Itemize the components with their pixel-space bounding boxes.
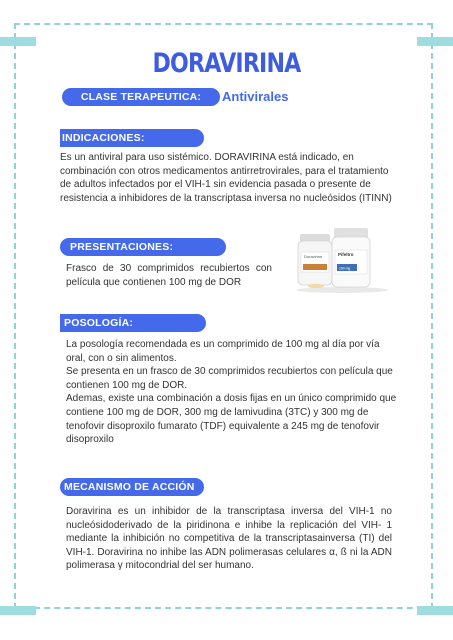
page-title: DORAVIRINA <box>152 48 301 79</box>
mechanism-heading: MECANISMO DE ACCIÓN <box>60 478 204 496</box>
presentations-heading: PRESENTACIONES: <box>60 238 226 256</box>
decor-bar-top-right <box>417 37 453 46</box>
decor-bar-bottom-right <box>417 606 453 615</box>
class-label: CLASE TERAPEUTICA: <box>62 88 220 106</box>
presentations-text: Frasco de 30 comprimidos recubiertos con película que contienen 100 mg de DOR <box>66 263 272 288</box>
decor-bar-bottom-left <box>0 606 36 615</box>
posology-heading: POSOLOGÍA: <box>60 314 206 332</box>
posology-line: La posología recomendada es un comprimido de 100 mg al día por vía oral, con o sin alimentos. <box>66 339 380 364</box>
posology-line: Ademas, existe una combinación a dosis fijas en un único comprimido que contiene 100 mg de DOR, 300 mg de lamivudina (3TC) y 300 mg de tenofovir disoproxilo fumarato (TDF) equivalente a 245 mg de tenofovir disoproxilo <box>66 393 397 446</box>
class-value: Antivirales <box>222 89 289 104</box>
posology-text <box>66 338 400 447</box>
mechanism-text: Doravirina es un inhibidor de la transcriptasa inversa del VIH-1 no nucleósidoderivado de la piridinona e inhibe la replicación del VIH- 1 mediante la inhibición no competitiva de la transcriptasainversa (TI) del VIH-1. Doravirina no inhibe las ADN polimerasas celulares α, ß ni la ADN polimerasa γ mitocondrial del ser humano. <box>66 506 392 572</box>
decor-bar-top-left <box>0 37 36 46</box>
medicine-bottles-image <box>292 224 392 294</box>
right-bottle-label: Pifeltro <box>338 252 354 257</box>
left-bottle-label: Doravirine <box>304 254 323 259</box>
right-bottle-dose: 100 mg <box>339 266 351 271</box>
posology-line: Se presenta en un frasco de 30 comprimidos recubiertos con película que contienen 100 mg de DOR. <box>66 366 393 391</box>
indications-heading: INDICACIONES: <box>60 129 204 147</box>
indications-text: Es un antiviral para uso sistémico. DORAVIRINA está indicado, en combinación con otros medicamentos antirretrovirales, para el tratamiento de adultos infectados por el VIH-1 sin evidencia pasada o presente de resistencia a inhibidores de la transcriptasa inversa no nucleósidos (ITINN) <box>60 152 392 204</box>
